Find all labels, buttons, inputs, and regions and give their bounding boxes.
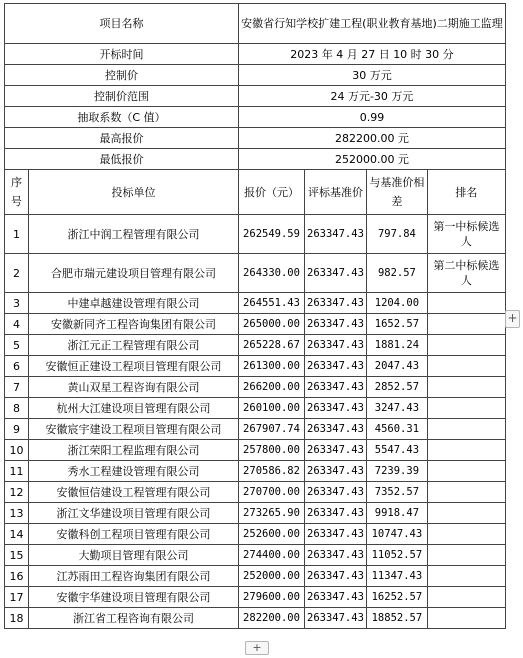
base-price: 263347.43 xyxy=(305,398,367,419)
base-price: 263347.43 xyxy=(305,419,367,440)
header-diff: 与基准价相差 xyxy=(366,170,427,215)
rank-cell xyxy=(427,440,505,461)
bid-price: 267907.74 xyxy=(239,419,305,440)
bidder-name: 中建卓越建设管理有限公司 xyxy=(29,293,239,314)
rank-cell xyxy=(427,587,505,608)
row-number: 9 xyxy=(5,419,29,440)
bid-price: 270700.00 xyxy=(239,482,305,503)
row-number: 3 xyxy=(5,293,29,314)
base-price: 263347.43 xyxy=(305,356,367,377)
bid-price: 273265.90 xyxy=(239,503,305,524)
price-difference: 1652.57 xyxy=(366,314,427,335)
price-difference: 4560.31 xyxy=(366,419,427,440)
header-price: 报价（元） xyxy=(239,170,305,215)
base-price: 263347.43 xyxy=(305,482,367,503)
bidder-rows xyxy=(5,215,506,629)
bid-price: 252000.00 xyxy=(239,566,305,587)
price-difference: 2047.43 xyxy=(366,356,427,377)
base-price: 263347.43 xyxy=(305,215,367,254)
bid-price: 274400.00 xyxy=(239,545,305,566)
table-row xyxy=(5,461,506,482)
summary-label: 抽取系数（C 值） xyxy=(5,107,239,128)
min-price: 252000.00 元 xyxy=(239,149,506,170)
summary-row xyxy=(5,44,506,65)
base-price: 263347.43 xyxy=(305,524,367,545)
add-column-button[interactable]: + xyxy=(505,310,520,328)
price-difference: 11347.43 xyxy=(366,566,427,587)
rank-cell xyxy=(427,482,505,503)
base-price: 263347.43 xyxy=(305,608,367,629)
bidder-name: 浙江荣阳工程监理有限公司 xyxy=(29,440,239,461)
rank-cell xyxy=(427,461,505,482)
bid-price: 257800.00 xyxy=(239,440,305,461)
rank-cell xyxy=(427,524,505,545)
bidder-name: 安徽恒正建设工程项目管理有限公司 xyxy=(29,356,239,377)
bidder-name: 浙江文华建设项目管理有限公司 xyxy=(29,503,239,524)
rank-cell xyxy=(427,608,505,629)
table-row xyxy=(5,608,506,629)
rank-cell: 第一中标候选人 xyxy=(427,215,505,254)
control-range: 24 万元-30 万元 xyxy=(239,86,506,107)
bidder-name: 安徽科创工程项目管理有限公司 xyxy=(29,524,239,545)
row-number: 13 xyxy=(5,503,29,524)
row-number: 8 xyxy=(5,398,29,419)
row-number: 1 xyxy=(5,215,29,254)
rank-cell xyxy=(427,419,505,440)
row-number: 7 xyxy=(5,377,29,398)
column-header-row xyxy=(5,170,506,215)
rank-cell xyxy=(427,314,505,335)
bidder-name: 安徽新同齐工程咨询集团有限公司 xyxy=(29,314,239,335)
summary-label: 控制价范围 xyxy=(5,86,239,107)
row-number: 6 xyxy=(5,356,29,377)
bid-price: 266200.00 xyxy=(239,377,305,398)
bid-price: 260100.00 xyxy=(239,398,305,419)
bid-result-table xyxy=(4,3,506,629)
bidder-name: 浙江中润工程管理有限公司 xyxy=(29,215,239,254)
rank-cell xyxy=(427,503,505,524)
table-row xyxy=(5,503,506,524)
summary-row xyxy=(5,107,506,128)
price-difference: 2852.57 xyxy=(366,377,427,398)
rank-cell xyxy=(427,335,505,356)
base-price: 263347.43 xyxy=(305,587,367,608)
summary-row xyxy=(5,128,506,149)
control-price: 30 万元 xyxy=(239,65,506,86)
bid-price: 262549.59 xyxy=(239,215,305,254)
row-number: 5 xyxy=(5,335,29,356)
bid-price: 265228.67 xyxy=(239,335,305,356)
price-difference: 16252.57 xyxy=(366,587,427,608)
rank-cell xyxy=(427,293,505,314)
header-rank: 排名 xyxy=(427,170,505,215)
table-row xyxy=(5,215,506,254)
rank-cell xyxy=(427,398,505,419)
bid-time: 2023 年 4 月 27 日 10 时 30 分 xyxy=(239,44,506,65)
row-number: 18 xyxy=(5,608,29,629)
table-row xyxy=(5,482,506,503)
base-price: 263347.43 xyxy=(305,503,367,524)
base-price: 263347.43 xyxy=(305,314,367,335)
row-number: 17 xyxy=(5,587,29,608)
bidder-name: 合肥市瑞元建设项目管理有限公司 xyxy=(29,254,239,293)
table-row xyxy=(5,356,506,377)
row-number: 2 xyxy=(5,254,29,293)
bidder-name: 杭州大江建设项目管理有限公司 xyxy=(29,398,239,419)
table-row xyxy=(5,398,506,419)
row-number: 4 xyxy=(5,314,29,335)
table-row xyxy=(5,377,506,398)
rank-cell xyxy=(427,356,505,377)
rank-cell: 第二中标候选人 xyxy=(427,254,505,293)
table-row xyxy=(5,335,506,356)
rank-cell xyxy=(427,377,505,398)
bid-price: 265000.00 xyxy=(239,314,305,335)
header-no: 序号 xyxy=(5,170,29,215)
row-number: 11 xyxy=(5,461,29,482)
bid-price: 279600.00 xyxy=(239,587,305,608)
bid-price: 282200.00 xyxy=(239,608,305,629)
bid-price: 252600.00 xyxy=(239,524,305,545)
bidder-name: 大勤项目管理有限公司 xyxy=(29,545,239,566)
header-unit: 投标单位 xyxy=(29,170,239,215)
summary-row xyxy=(5,4,506,44)
rank-cell xyxy=(427,566,505,587)
price-difference: 3247.43 xyxy=(366,398,427,419)
price-difference: 10747.43 xyxy=(366,524,427,545)
project-name: 安徽省行知学校扩建工程(职业教育基地)二期施工监理 xyxy=(239,4,506,44)
row-number: 14 xyxy=(5,524,29,545)
summary-section xyxy=(5,4,506,215)
price-difference: 982.57 xyxy=(366,254,427,293)
price-difference: 18852.57 xyxy=(366,608,427,629)
row-number: 12 xyxy=(5,482,29,503)
base-price: 263347.43 xyxy=(305,254,367,293)
price-difference: 5547.43 xyxy=(366,440,427,461)
bid-price: 270586.82 xyxy=(239,461,305,482)
table-row xyxy=(5,293,506,314)
base-price: 263347.43 xyxy=(305,440,367,461)
bidder-name: 安徽恒信建设工程管理有限公司 xyxy=(29,482,239,503)
bidder-name: 安徽宸宇建设工程项目管理有限公司 xyxy=(29,419,239,440)
row-number: 15 xyxy=(5,545,29,566)
summary-row xyxy=(5,149,506,170)
price-difference: 1204.00 xyxy=(366,293,427,314)
base-price: 263347.43 xyxy=(305,293,367,314)
summary-row xyxy=(5,86,506,107)
table-row xyxy=(5,440,506,461)
price-difference: 1881.24 xyxy=(366,335,427,356)
add-row-button[interactable]: + xyxy=(245,641,269,655)
base-price: 263347.43 xyxy=(305,335,367,356)
price-difference: 7352.57 xyxy=(366,482,427,503)
bidder-name: 浙江元正工程管理有限公司 xyxy=(29,335,239,356)
bidder-name: 江苏雨田工程咨询集团有限公司 xyxy=(29,566,239,587)
coefficient: 0.99 xyxy=(239,107,506,128)
bidder-name: 安徽宇华建设项目管理有限公司 xyxy=(29,587,239,608)
bid-price: 264330.00 xyxy=(239,254,305,293)
bid-price: 261300.00 xyxy=(239,356,305,377)
table-row xyxy=(5,587,506,608)
table-row xyxy=(5,545,506,566)
base-price: 263347.43 xyxy=(305,545,367,566)
table-row xyxy=(5,254,506,293)
table-row xyxy=(5,566,506,587)
base-price: 263347.43 xyxy=(305,377,367,398)
price-difference: 797.84 xyxy=(366,215,427,254)
summary-label: 项目名称 xyxy=(5,4,239,44)
price-difference: 9918.47 xyxy=(366,503,427,524)
summary-label: 最低报价 xyxy=(5,149,239,170)
table-row xyxy=(5,524,506,545)
max-price: 282200.00 元 xyxy=(239,128,506,149)
price-difference: 7239.39 xyxy=(366,461,427,482)
table-row xyxy=(5,419,506,440)
summary-label: 最高报价 xyxy=(5,128,239,149)
bid-price: 264551.43 xyxy=(239,293,305,314)
header-base: 评标基准价 xyxy=(305,170,367,215)
bidder-name: 浙江省工程咨询有限公司 xyxy=(29,608,239,629)
summary-label: 开标时间 xyxy=(5,44,239,65)
price-difference: 11052.57 xyxy=(366,545,427,566)
bidder-name: 黄山双星工程咨询有限公司 xyxy=(29,377,239,398)
rank-cell xyxy=(427,545,505,566)
summary-row xyxy=(5,65,506,86)
summary-label: 控制价 xyxy=(5,65,239,86)
row-number: 10 xyxy=(5,440,29,461)
bidder-name: 秀水工程建设管理有限公司 xyxy=(29,461,239,482)
table-row xyxy=(5,314,506,335)
base-price: 263347.43 xyxy=(305,566,367,587)
base-price: 263347.43 xyxy=(305,461,367,482)
row-number: 16 xyxy=(5,566,29,587)
